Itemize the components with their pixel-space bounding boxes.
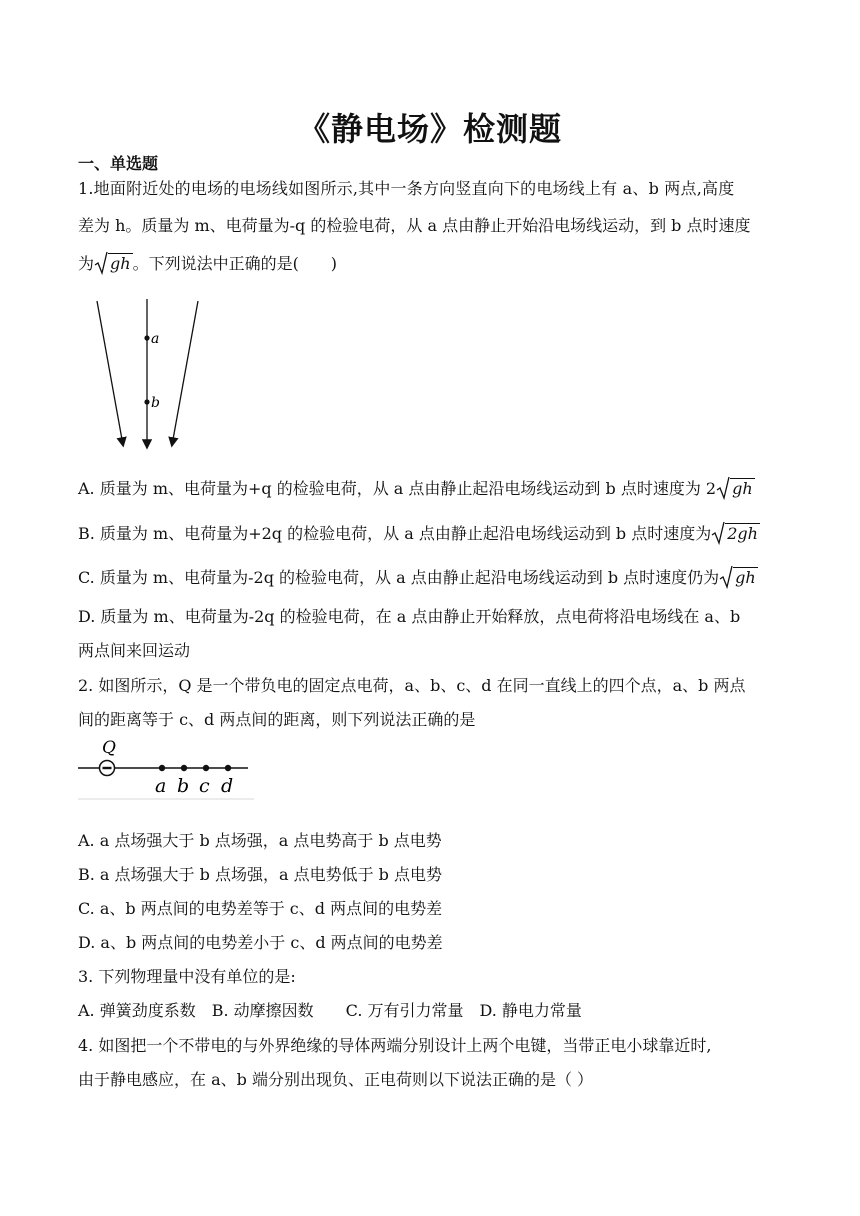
field-line-right: [172, 301, 198, 445]
q3-options: A. 弹簧劲度系数 B. 动摩擦因数 C. 万有引力常量 D. 静电力常量: [78, 1001, 582, 1020]
point-b-dot: [144, 399, 149, 404]
q2-option-a: A. a 点场强大于 b 点场强，a 点电势高于 b 点电势: [78, 831, 442, 850]
page-title: 《静电场》检测题: [297, 110, 562, 148]
q1-option-d-line1: D. 质量为 m、电荷量为-2q 的检验电荷，在 a 点由静止开始释放，点电荷将沿电场线在 a、b: [78, 607, 741, 626]
q1-option-b: [78, 523, 760, 545]
sqrt-radicand: gh: [110, 254, 131, 273]
point-b-label: b: [177, 775, 190, 797]
q2-option-b: B. a 点场强大于 b 点场强，a 点电势低于 b 点电势: [78, 865, 443, 884]
q1-option-c-text: C. 质量为 m、电荷量为-2q 的检验电荷，从 a 点由静止起沿电场线运动到 b 点时速度仍为: [78, 568, 720, 587]
field-line-left: [97, 301, 123, 445]
q4-stem-line1: 4. 如图把一个不带电的与外界绝缘的导体两端分别设计上两个电键，当带正电小球靠近时,: [78, 1036, 712, 1055]
q1-stem-line1: 1.地面附近处的电场的电场线如图所示,其中一条方向竖直向下的电场线上有 a、b 两点,高度: [78, 179, 735, 198]
point-b-dot: [181, 765, 187, 771]
charge-q-label: Q: [102, 738, 116, 758]
sqrt-expression: [94, 253, 133, 275]
q1-option-a: [78, 478, 755, 500]
q2-stem-line1: 2. 如图所示，Q 是一个带负电的固定点电荷，a、b、c、d 在同一直线上的四个点，a、b 两点: [78, 676, 746, 695]
q2-option-d: D. a、b 两点间的电势差小于 c、d 两点间的电势差: [78, 933, 443, 952]
point-a-dot: [159, 765, 165, 771]
sqrt-expression: [716, 478, 755, 500]
point-c-label: c: [199, 775, 210, 797]
q4-stem-line2: 由于静电感应，在 a、b 端分别出现负、正电荷则以下说法正确的是（ ）: [78, 1070, 594, 1089]
point-d-dot: [225, 765, 231, 771]
sqrt-radicand: 2gh: [727, 524, 758, 543]
sqrt-expression: [719, 567, 758, 589]
q1-stem-line3: [78, 253, 337, 275]
point-charge-figure: [78, 737, 256, 801]
point-a-dot: [144, 335, 149, 340]
point-a-label: a: [155, 775, 167, 797]
radical-sign-icon: [94, 251, 108, 275]
q1-stem-line2: 差为 h。质量为 m、电荷量为-q 的检验电荷，从 a 点由静止开始沿电场线运动，到 b 点时速度: [78, 216, 751, 235]
q1-stem-line3-pre: 为: [78, 254, 95, 273]
sqrt-radicand: gh: [732, 479, 753, 498]
point-b-label: b: [151, 395, 160, 411]
radical-sign-icon: [716, 476, 730, 500]
q2-option-c: C. a、b 两点间的电势差等于 c、d 两点间的电势差: [78, 899, 443, 918]
point-a-label: a: [151, 331, 160, 347]
sqrt-radicand: gh: [735, 568, 756, 587]
q1-option-c: [78, 567, 758, 589]
q1-option-b-text: B. 质量为 m、电荷量为+2q 的检验电荷，从 a 点由静止起沿电场线运动到 b 点时速度为: [78, 524, 712, 543]
q1-option-a-text: A. 质量为 m、电荷量为+q 的检验电荷，从 a 点由静止起沿电场线运动到 b 点时速度为 2: [78, 479, 717, 498]
radical-sign-icon: [719, 565, 733, 589]
q1-stem-line3-post: 。下列说法中正确的是( ): [132, 254, 338, 273]
q2-stem-line2: 间的距离等于 c、d 两点间的距离，则下列说法正确的是: [78, 710, 476, 729]
sqrt-expression: [711, 523, 760, 545]
q3-stem: 3. 下列物理量中没有单位的是:: [78, 967, 296, 986]
q1-option-d-line2: 两点间来回运动: [78, 641, 191, 660]
radical-sign-icon: [711, 521, 725, 545]
point-d-label: d: [221, 775, 234, 797]
section-heading: 一、单选题: [78, 154, 159, 173]
field-lines-figure: [85, 295, 210, 455]
point-c-dot: [203, 765, 209, 771]
